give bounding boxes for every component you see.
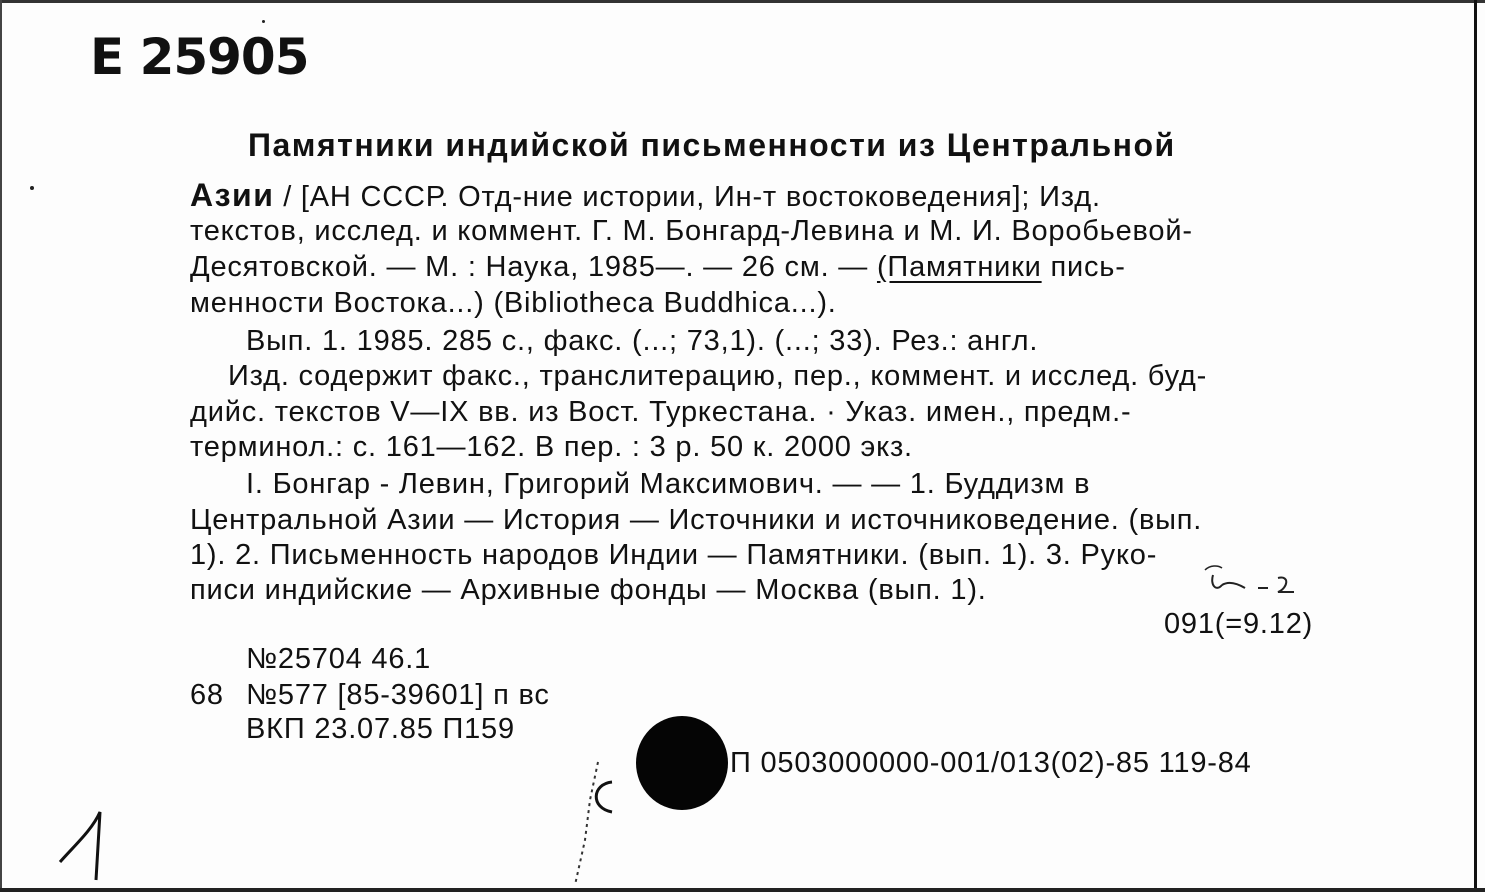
tracing-line-4: писи индийские — Архивные фонды — Москва (вып. 1).: [190, 574, 987, 606]
pencil-stroke: [575, 762, 598, 885]
call-number: E 25905: [90, 28, 309, 86]
body-line-5: менности Востока...) (Bibliotheca Buddhica...).: [190, 287, 837, 319]
series-continuation: пись-: [1050, 251, 1126, 283]
tracing-line-1: I. Бонгар - Левин, Григорий Максимович. — — 1. Буддизм в: [246, 468, 1091, 500]
registration-1: №25704 46.1: [246, 643, 432, 675]
speck: [30, 186, 34, 190]
handwritten-annotation: [1212, 575, 1294, 592]
registration-prefix: 68: [190, 679, 224, 711]
note-line-1: Изд. содержит факс., транслитерацию, пер., коммент. и исслед. буд-: [228, 360, 1208, 392]
title-end: Азии: [190, 177, 275, 213]
tracing-line-3: 1). 2. Письменность народов Индии — Памятники. (вып. 1). 3. Руко-: [190, 539, 1158, 571]
registration-3: ВКП 23.07.85 П159: [246, 713, 515, 745]
publisher-code: П 0503000000-001/013(02)-85 119-84: [730, 747, 1252, 779]
classification: 091(=9.12): [1164, 608, 1314, 640]
body-line-3: текстов, исслед. и коммент. Г. М. Бонгард-Левина и М. И. Воробьевой-: [190, 215, 1193, 247]
responsibility-statement: / [АН СССР. Отд-ние истории, Ин-т востоковедения]; Изд.: [283, 181, 1101, 213]
annotation-tick: [1205, 566, 1222, 570]
volume-line: Вып. 1. 1985. 285 с., факс. (...; 73,1). (...; 33). Рез.: англ.: [246, 325, 1039, 357]
speck: [262, 20, 265, 23]
note-line-3: терминол.: с. 161—162. В пер. : 3 р. 50 к. 2000 экз.: [190, 431, 913, 463]
tracing-line-2: Центральной Азии — История — Источники и источниковедение. (вып.: [190, 504, 1203, 536]
title-line-1: Памятники индийской письменности из Центральной: [248, 127, 1176, 163]
registration-2: №577 [85-39601] п вс: [246, 679, 550, 711]
series-underlined: (Памятники: [876, 251, 1042, 283]
handwritten-numeral-one: [60, 812, 100, 880]
imprint: Десятовской. — М. : Наука, 1985—. — 26 см. —: [190, 251, 869, 283]
note-line-2: дийс. текстов V—IX вв. из Вост. Туркестана. · Указ. имен., предм.-: [190, 396, 1132, 428]
handwritten-letter-c: [596, 782, 612, 812]
